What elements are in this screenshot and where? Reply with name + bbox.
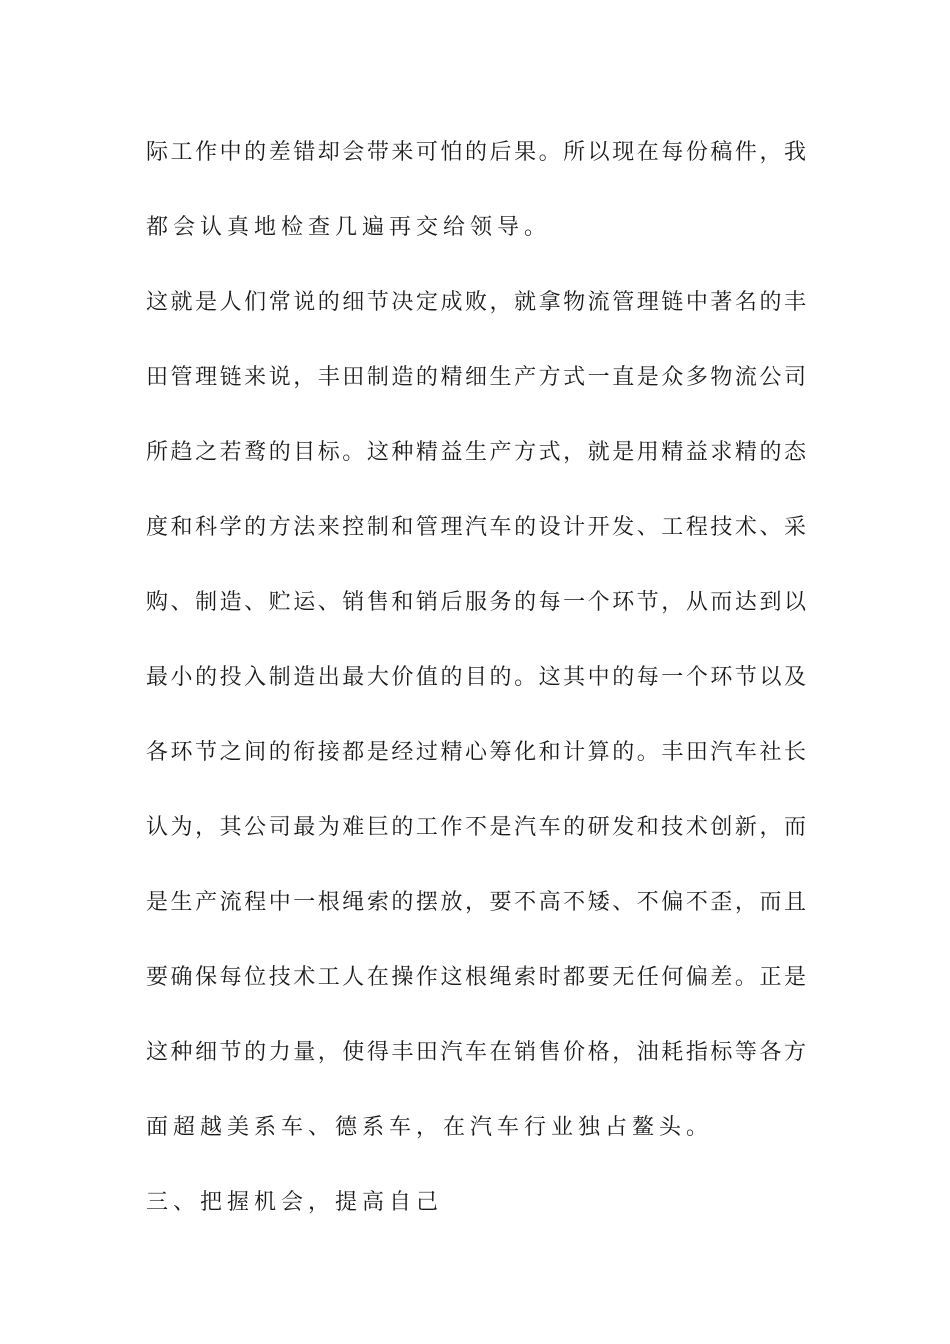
paragraph-line-11: 是生产流程中一根绳索的摆放，要不高不矮、不偏不歪，而且 (146, 890, 806, 915)
paragraph-line-7: 购、制造、贮运、销售和销后服务的每一个环节，从而达到以 (146, 590, 806, 615)
paragraph-line-9: 各环节之间的衔接都是经过精心筹化和计算的。丰田汽车社长 (146, 740, 806, 765)
paragraph-line-5: 所趋之若鹜的目标。这种精益生产方式，就是用精益求精的态 (146, 440, 806, 465)
paragraph-line-6: 度和科学的方法来控制和管理汽车的设计开发、工程技术、采 (146, 515, 806, 540)
paragraph-line-4: 田管理链来说，丰田制造的精细生产方式一直是众多物流公司 (146, 365, 806, 390)
paragraph-line-1: 际工作中的差错却会带来可怕的后果。所以现在每份稿件，我 (146, 140, 806, 165)
paragraph-line-3: 这就是人们常说的细节决定成败，就拿物流管理链中著名的丰 (146, 290, 806, 315)
paragraph-line-10: 认为，其公司最为难巨的工作不是汽车的研发和技术创新，而 (146, 815, 806, 840)
paragraph-line-13: 这种细节的力量，使得丰田汽车在销售价格，油耗指标等各方 (146, 1040, 806, 1065)
paragraph-line-2: 都会认真地检查几遍再交给领导。 (146, 215, 552, 240)
paragraph-line-12: 要确保每位技术工人在操作这根绳索时都要无任何偏差。正是 (146, 965, 806, 990)
paragraph-line-8: 最小的投入制造出最大价值的目的。这其中的每一个环节以及 (146, 665, 806, 690)
paragraph-line-14: 面超越美系车、德系车，在汽车行业独占鳌头。 (146, 1115, 714, 1140)
section-heading: 三、把握机会，提高自己 (146, 1190, 444, 1215)
